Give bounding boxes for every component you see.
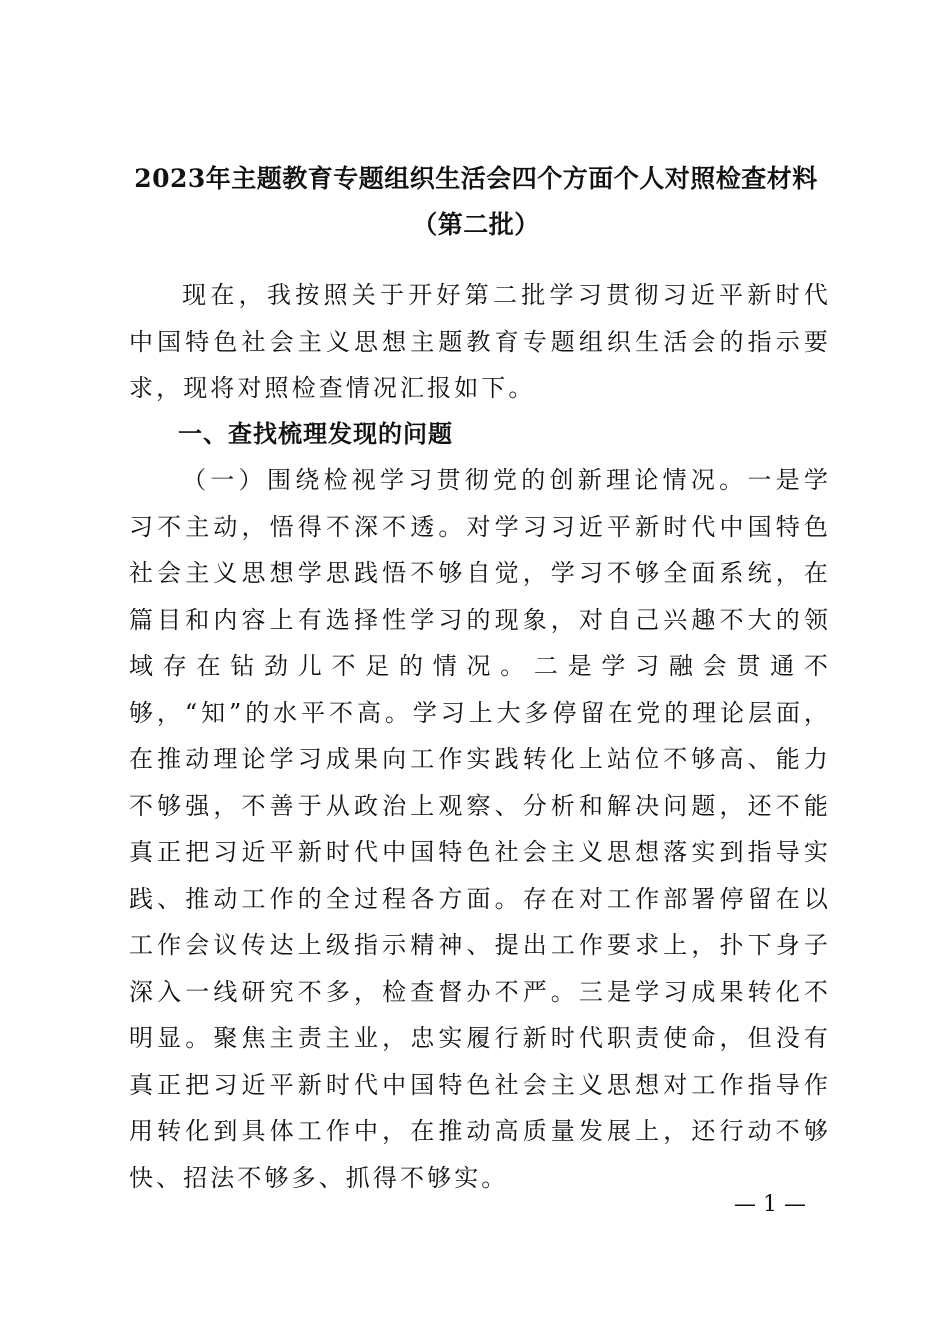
- section-paragraph: [129, 457, 831, 1201]
- intro-text: 现在，我按照关于开好第二批学习贯彻习近平新时代中国特色社会主义思想主题教育专题组织生活会的指示要求，现将对照检查情况汇报如下。: [129, 281, 831, 402]
- intro-paragraph: [129, 272, 831, 412]
- section-heading: 一、查找梳理发现的问题: [178, 420, 453, 448]
- page-number: — 1 —: [734, 1192, 806, 1217]
- document-title: 2023年主题教育专题组织生活会四个方面个人对照检查材料（第二批）: [134, 164, 818, 239]
- section-paragraph-text: （一）围绕检视学习贯彻党的创新理论情况。一是学习不主动，悟得不深不透。对学习习近平新时代中国特色社会主义思想学思践悟不够自觉，学习不够全面系统，在篇目和内容上有选择性学习的现象，对自己兴趣不大的领域存在钻劲儿不足的情况。二是学习融会贯通不够，“知”的水平不高。学习上大多停留在党的理论层面，在推动理论学习成果向工作实践转化上站位不够高、能力不够强，不善于从政治上观察、分析和解决问题，还不能真正把习近平新时代中国特色社会主义思想落实到指导实践、推动工作的全过程各方面。存在对工作部署停留在以工作会议传达上级指示精神、提出工作要求上，扑下身子深入一线研究不多，检查督办不严。三是学习成果转化不明显。聚焦主责主业，忠实履行新时代职责使命，但没有真正把习近平新时代中国特色社会主义思想对工作指导作用转化到具体工作中，在推动高质量发展上，还行动不够快、招法不够多、抓得不够实。: [129, 466, 831, 1192]
